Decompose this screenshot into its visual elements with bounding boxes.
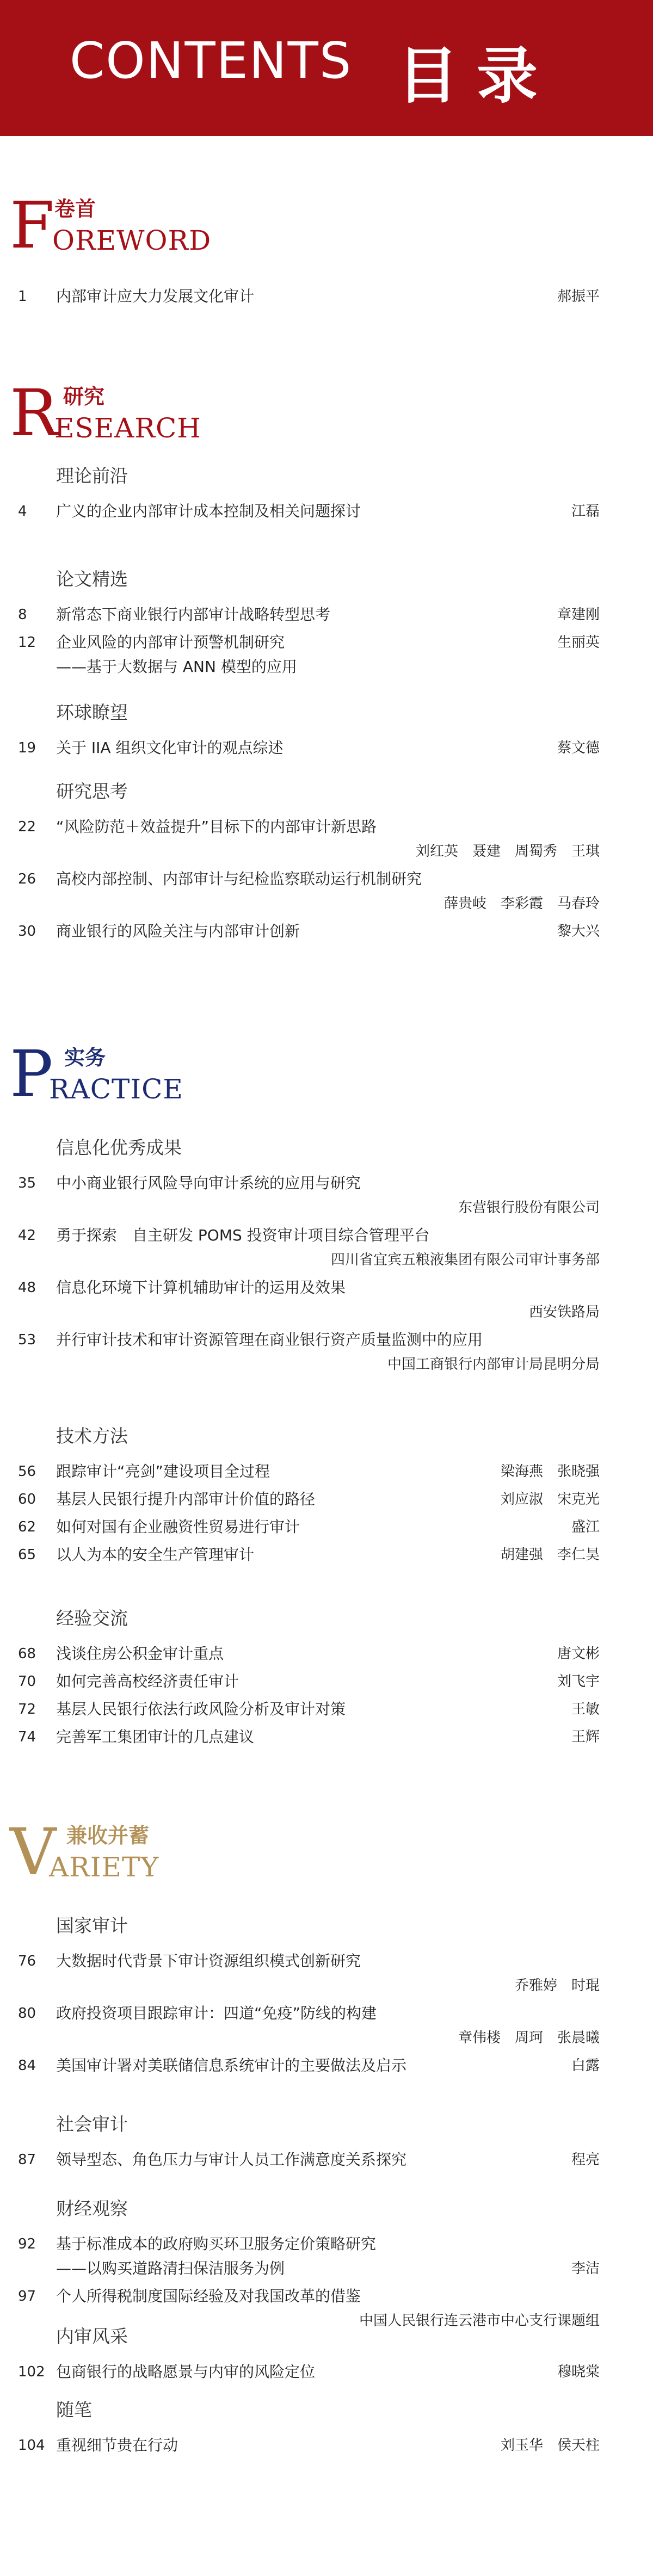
page-number: 70 — [18, 1673, 36, 1690]
toc-entry[interactable] — [0, 1329, 653, 1351]
page-number: 74 — [18, 1729, 36, 1745]
article-title[interactable]: 信息化环境下计算机辅助审计的运用及效果 — [56, 1278, 346, 1296]
article-author: 程亮 — [571, 2152, 600, 2168]
page-number: 68 — [18, 1646, 36, 1662]
category-heading: 环球瞭望 — [56, 702, 128, 723]
toc-entry[interactable] — [0, 921, 653, 942]
article-title[interactable]: 企业风险的内部审计预警机制研究 — [56, 633, 285, 651]
article-author: 刘玉华 侯天柱 — [500, 2437, 600, 2454]
article-title[interactable]: 基层人民银行依法行政风险分析及审计对策 — [56, 1700, 346, 1718]
article-author: 胡建强 李仁昊 — [500, 1547, 600, 1563]
article-author: 江磊 — [571, 503, 600, 520]
article-title[interactable]: 并行审计技术和审计资源管理在商业银行资产质量监测中的应用 — [56, 1331, 483, 1349]
article-author: 刘应淑 宋克光 — [500, 1491, 600, 1508]
toc-entry[interactable] — [0, 1950, 653, 1972]
article-subtitle: ——以购买道路清扫保洁服务为例 — [56, 2259, 285, 2277]
article-title[interactable]: 基于标准成本的政府购买环卫服务定价策略研究 — [56, 2235, 377, 2253]
article-author: 蔡文德 — [557, 740, 600, 756]
toc-entry[interactable] — [0, 1726, 653, 1748]
category-heading: 经验交流 — [56, 1608, 128, 1629]
page-number: 8 — [18, 607, 27, 623]
article-author: 四川省宜宾五粮液集团有限公司审计事务部 — [330, 1252, 600, 1268]
section-title-en: RACTICE — [49, 1073, 183, 1105]
page-number: 35 — [18, 1175, 36, 1191]
article-author: 刘飞宇 — [557, 1673, 600, 1690]
article-author: 穆晓棠 — [557, 2364, 600, 2380]
section-initial: R — [10, 375, 58, 450]
page-number: 48 — [18, 1280, 36, 1296]
article-author: 梁海燕 张晓强 — [500, 1463, 600, 1480]
article-title[interactable]: 中小商业银行风险导向审计系统的应用与研究 — [56, 1174, 361, 1192]
section-title-cn: 研究 — [63, 385, 105, 409]
section-title-cn: 卷首 — [54, 197, 96, 221]
section-initial: P — [10, 1036, 53, 1111]
toc-entry[interactable] — [0, 286, 653, 307]
article-title[interactable]: 包商银行的战略愿景与内审的风险定位 — [56, 2363, 316, 2381]
article-author: 郝振平 — [557, 288, 600, 305]
article-author: 刘红英 聂建 周蜀秀 王琪 — [415, 843, 600, 860]
category-heading: 财经观察 — [56, 2198, 128, 2219]
section-title-en: ESEARCH — [54, 412, 201, 444]
article-author: 东营银行股份有限公司 — [458, 1200, 600, 1216]
article-author: 生丽英 — [557, 634, 600, 651]
page-number: 56 — [18, 1463, 36, 1480]
page-number: 62 — [18, 1519, 36, 1535]
page-number: 12 — [18, 634, 36, 651]
toc-entry[interactable] — [0, 1172, 653, 1194]
article-title[interactable]: 以人为本的安全生产管理审计 — [56, 1546, 255, 1564]
article-author: 李洁 — [571, 2260, 600, 2277]
category-heading: 信息化优秀成果 — [56, 1137, 182, 1158]
article-title[interactable]: 商业银行的风险关注与内部审计创新 — [56, 922, 300, 940]
section-heading — [10, 188, 336, 263]
contents-title-en: CONTENTS — [70, 32, 353, 90]
article-author: 章伟楼 周珂 张晨曦 — [458, 2030, 600, 2046]
section-title-cn: 兼收并蓄 — [66, 1824, 150, 1848]
article-subtitle: ——基于大数据与 ANN 模型的应用 — [56, 658, 297, 676]
page-number: 53 — [18, 1332, 36, 1348]
category-heading: 研究思考 — [56, 781, 128, 802]
page-number: 92 — [18, 2236, 36, 2252]
toc-entry[interactable] — [0, 1643, 653, 1665]
article-author: 薛贵岐 李彩霞 马春玲 — [443, 895, 600, 912]
toc-entry[interactable] — [0, 1488, 653, 1510]
page-number: 102 — [18, 2364, 45, 2380]
page-number: 80 — [18, 2005, 36, 2022]
article-author: 乔雅婷 时琨 — [514, 1978, 600, 1994]
article-title[interactable]: 完善军工集团审计的几点建议 — [56, 1728, 255, 1746]
toc-entry[interactable] — [0, 2233, 653, 2255]
article-title[interactable]: “风险防范＋效益提升”目标下的内部审计新思路 — [56, 818, 377, 836]
article-title[interactable]: 高校内部控制、内部审计与纪检监察联动运行机制研究 — [56, 870, 422, 888]
toc-entry[interactable] — [0, 2055, 653, 2077]
article-title[interactable]: 内部审计应大力发展文化审计 — [56, 287, 255, 305]
category-heading: 理论前沿 — [56, 465, 128, 486]
article-title[interactable]: 勇于探索 自主研发 POMS 投资审计项目综合管理平台 — [56, 1226, 430, 1244]
toc-entry[interactable] — [0, 1225, 653, 1246]
article-author: 黎大兴 — [557, 923, 600, 940]
article-title[interactable]: 如何对国有企业融资性贸易进行审计 — [56, 1518, 300, 1536]
page-number: 30 — [18, 923, 36, 940]
toc-entry[interactable] — [0, 501, 653, 522]
page-number: 26 — [18, 871, 36, 887]
toc-entry[interactable] — [0, 2361, 653, 2383]
toc-entry[interactable] — [0, 1277, 653, 1299]
toc-entry[interactable] — [0, 1544, 653, 1566]
article-author: 章建刚 — [557, 607, 600, 623]
category-heading: 随笔 — [56, 2399, 92, 2420]
category-heading: 国家审计 — [56, 1915, 128, 1936]
article-title[interactable]: 政府投资项目跟踪审计：四道“免疫”防线的构建 — [56, 2004, 377, 2022]
page-number: 104 — [18, 2437, 45, 2454]
article-title[interactable]: 重视细节贵在行动 — [56, 2436, 178, 2454]
article-author: 唐文彬 — [557, 1646, 600, 1662]
article-title[interactable]: 大数据时代背景下审计资源组织模式创新研究 — [56, 1952, 361, 1970]
article-title[interactable]: 美国审计署对美联储信息系统审计的主要做法及启示 — [56, 2056, 407, 2074]
page-number: 22 — [18, 819, 36, 835]
article-author: 盛江 — [571, 1519, 600, 1535]
article-title[interactable]: 新常态下商业银行内部审计战略转型思考 — [56, 606, 331, 623]
page-number: 1 — [18, 288, 27, 305]
article-title[interactable]: 关于 IIA 组织文化审计的观点综述 — [56, 739, 284, 757]
section-title-cn: 实务 — [64, 1046, 106, 1070]
article-title[interactable]: 浅谈住房公积金审计重点 — [56, 1645, 224, 1663]
page-number: 19 — [18, 740, 36, 756]
article-author: 西安铁路局 — [528, 1304, 600, 1320]
article-author: 中国人民银行连云港市中心支行课题组 — [359, 2313, 600, 2329]
contents-banner — [0, 0, 653, 136]
article-author: 中国工商银行内部审计局昆明分局 — [387, 1356, 600, 1373]
toc-entry[interactable] — [0, 737, 653, 759]
article-title[interactable]: 基层人民银行提升内部审计价值的路径 — [56, 1490, 316, 1508]
article-title[interactable]: 如何完善高校经济责任审计 — [56, 1672, 239, 1690]
category-heading: 技术方法 — [56, 1425, 128, 1447]
article-author: 白露 — [571, 2058, 600, 2074]
article-title[interactable]: 跟踪审计“亮剑”建设项目全过程 — [56, 1462, 270, 1480]
toc-entry[interactable] — [0, 2285, 653, 2307]
toc-entry[interactable] — [0, 1516, 653, 1538]
toc-entry[interactable] — [0, 1698, 653, 1720]
article-title[interactable]: 广义的企业内部审计成本控制及相关问题探讨 — [56, 502, 361, 520]
toc-entry[interactable] — [0, 2003, 653, 2024]
toc-entry[interactable] — [0, 2435, 653, 2456]
contents-title-cn: 目录 — [397, 41, 556, 112]
toc-entry[interactable] — [0, 1461, 653, 1482]
section-title-en: ARIETY — [49, 1851, 159, 1883]
page-number: 4 — [18, 503, 27, 520]
page-number: 76 — [18, 1953, 36, 1969]
toc-entry[interactable] — [0, 1671, 653, 1692]
article-title[interactable]: 领导型态、角色压力与审计人员工作满意度关系探究 — [56, 2151, 407, 2169]
toc-entry[interactable] — [0, 632, 653, 653]
toc-entry[interactable] — [0, 868, 653, 890]
section-heading — [10, 1036, 336, 1111]
section-initial: F — [10, 188, 54, 263]
page-number: 60 — [18, 1491, 36, 1508]
category-heading: 社会审计 — [56, 2114, 128, 2135]
category-heading: 论文精选 — [56, 569, 128, 590]
page-number: 87 — [18, 2152, 36, 2168]
toc-entry[interactable] — [0, 816, 653, 838]
page-number: 42 — [18, 1227, 36, 1244]
article-author: 王敏 — [571, 1701, 600, 1718]
category-heading: 内审风采 — [56, 2326, 128, 2347]
section-heading — [10, 375, 336, 450]
page-number: 97 — [18, 2288, 36, 2305]
page-number: 84 — [18, 2058, 36, 2074]
page-number: 72 — [18, 1701, 36, 1718]
article-title[interactable]: 个人所得税制度国际经验及对我国改革的借鉴 — [56, 2287, 361, 2305]
section-heading — [10, 1814, 336, 1889]
toc-entry[interactable] — [0, 604, 653, 626]
section-initial: V — [10, 1814, 57, 1889]
toc-entry[interactable] — [0, 2149, 653, 2171]
page-number: 65 — [18, 1547, 36, 1563]
article-author: 王辉 — [571, 1729, 600, 1745]
section-title-en: OREWORD — [52, 225, 212, 256]
